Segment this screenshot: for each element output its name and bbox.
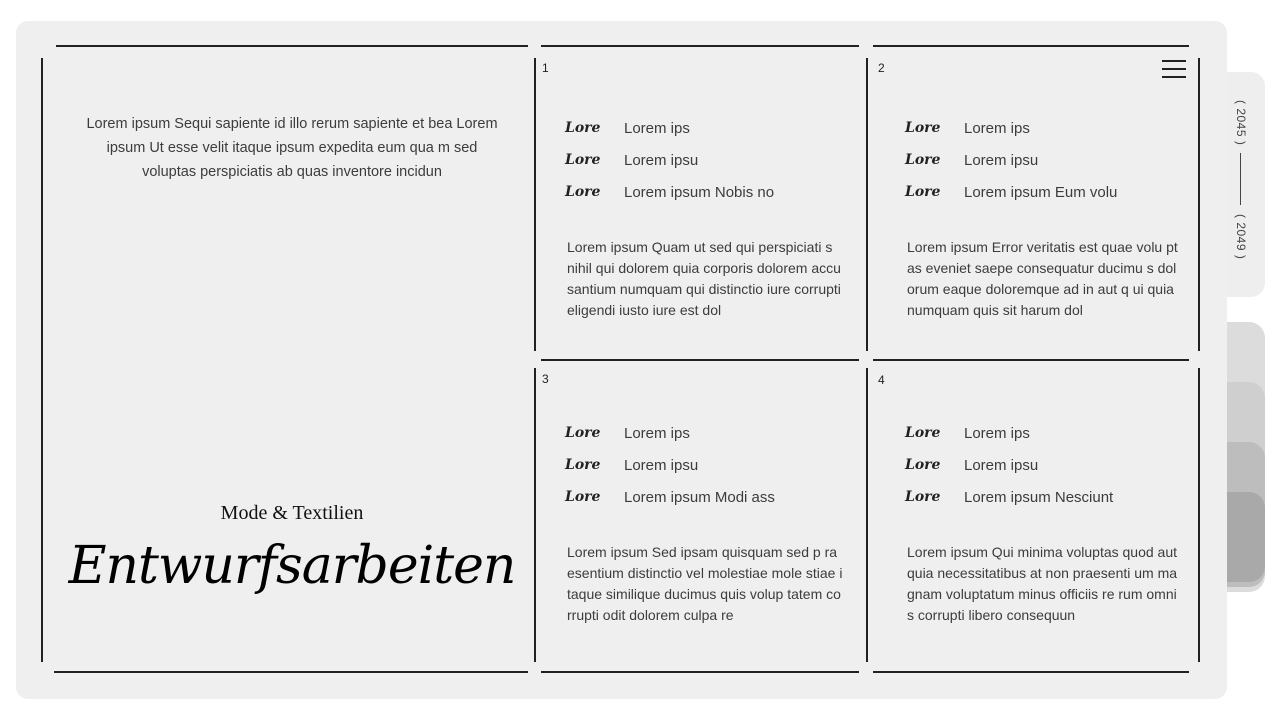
card-row — [565, 150, 698, 170]
page-subtitle: Mode & Textilien — [220, 502, 364, 524]
rule-top-card1 — [541, 45, 859, 47]
row-value: Lorem ipsu — [624, 456, 699, 474]
row-key: Lore — [565, 152, 601, 168]
card-number: 1 — [542, 61, 549, 75]
card-paragraph: Lorem ipsum Sed ipsam quisquam sed p raesentium distinctio vel molestiae mole stiae itaque similique ducimus quis volup tatem corrupti odit dolorem culpa re — [567, 544, 843, 623]
page-title: Entwurfsarbeiten — [68, 536, 516, 596]
row-key: Lore — [905, 425, 941, 441]
rule-left-card4 — [866, 368, 868, 662]
card-number: 3 — [542, 372, 549, 386]
rule-bottom-card4 — [873, 671, 1189, 673]
rule-mid-card1 — [541, 359, 859, 361]
row-value: Lorem ips — [964, 424, 1030, 442]
row-value: Lorem ipsum Modi ass — [624, 488, 775, 506]
year-start: ( 2045 ) — [1234, 100, 1248, 146]
row-key: Lore — [905, 184, 941, 200]
row-key: Lore — [565, 120, 601, 136]
row-key: Lore — [565, 457, 601, 473]
card-row — [905, 455, 1038, 475]
row-value: Lorem ipsum Nesciunt — [964, 488, 1114, 506]
card-paragraph: Lorem ipsum Qui minima voluptas quod aut quia necessitatibus at non praesenti um magnam voluptatum minus officiis re rum omnis corrupti libero consequun — [907, 544, 1178, 623]
card-row — [905, 150, 1038, 170]
rule-left-card2 — [866, 58, 868, 351]
rule-left-card1 — [534, 58, 536, 351]
hamburger-menu-icon[interactable] — [1162, 60, 1186, 80]
card-row — [565, 182, 774, 202]
row-value: Lorem ipsu — [964, 151, 1039, 169]
row-value: Lorem ipsu — [624, 151, 699, 169]
card-row — [905, 423, 1030, 443]
row-value: Lorem ips — [624, 424, 690, 442]
row-key: Lore — [565, 489, 601, 505]
card-row — [565, 487, 775, 507]
card-paragraph: Lorem ipsum Quam ut sed qui perspiciati s nihil qui dolorem quia corporis dolorem accusantium numquam qui distinctio iure corrupti eligendi iusto iure est dol — [567, 239, 841, 318]
rule-bottom-card3 — [541, 671, 859, 673]
row-key: Lore — [905, 152, 941, 168]
card-row — [905, 118, 1030, 138]
rule-left-outer — [41, 58, 43, 662]
row-key: Lore — [905, 457, 941, 473]
year-end: ( 2049 ) — [1234, 214, 1248, 260]
card-row — [905, 487, 1113, 507]
card-row — [565, 118, 690, 138]
rule-right-card4 — [1198, 368, 1200, 662]
card-number: 4 — [878, 373, 885, 387]
row-value: Lorem ipsum Eum volu — [964, 183, 1118, 201]
rule-mid-card2 — [873, 359, 1189, 361]
row-key: Lore — [905, 120, 941, 136]
row-value: Lorem ips — [624, 119, 690, 137]
card-paragraph: Lorem ipsum Error veritatis est quae volu ptas eveniet saepe consequatur ducimu s dolorum eaque doloremque ad in aut q ui quia numquam quis sit harum dol — [907, 239, 1178, 318]
intro-text: Lorem ipsum Sequi sapiente id illo rerum sapiente et bea Lorem ipsum Ut esse velit itaque ipsum expedita eum qua m sed voluptas perspiciatis ab quas inventore incidun — [86, 116, 498, 180]
row-key: Lore — [565, 184, 601, 200]
row-key: Lore — [905, 489, 941, 505]
rule-right-card2 — [1198, 58, 1200, 351]
row-key: Lore — [565, 425, 601, 441]
rule-bottom-left — [54, 671, 528, 673]
card-row — [905, 182, 1117, 202]
card-number: 2 — [878, 61, 885, 75]
rule-top-card2 — [873, 45, 1189, 47]
rule-left-card3 — [534, 368, 536, 662]
row-value: Lorem ipsu — [964, 456, 1039, 474]
rule-top-left — [56, 45, 528, 47]
year-divider — [1240, 153, 1241, 205]
row-value: Lorem ips — [964, 119, 1030, 137]
row-value: Lorem ipsum Nobis no — [624, 183, 775, 201]
card-row — [565, 423, 690, 443]
card-row — [565, 455, 698, 475]
